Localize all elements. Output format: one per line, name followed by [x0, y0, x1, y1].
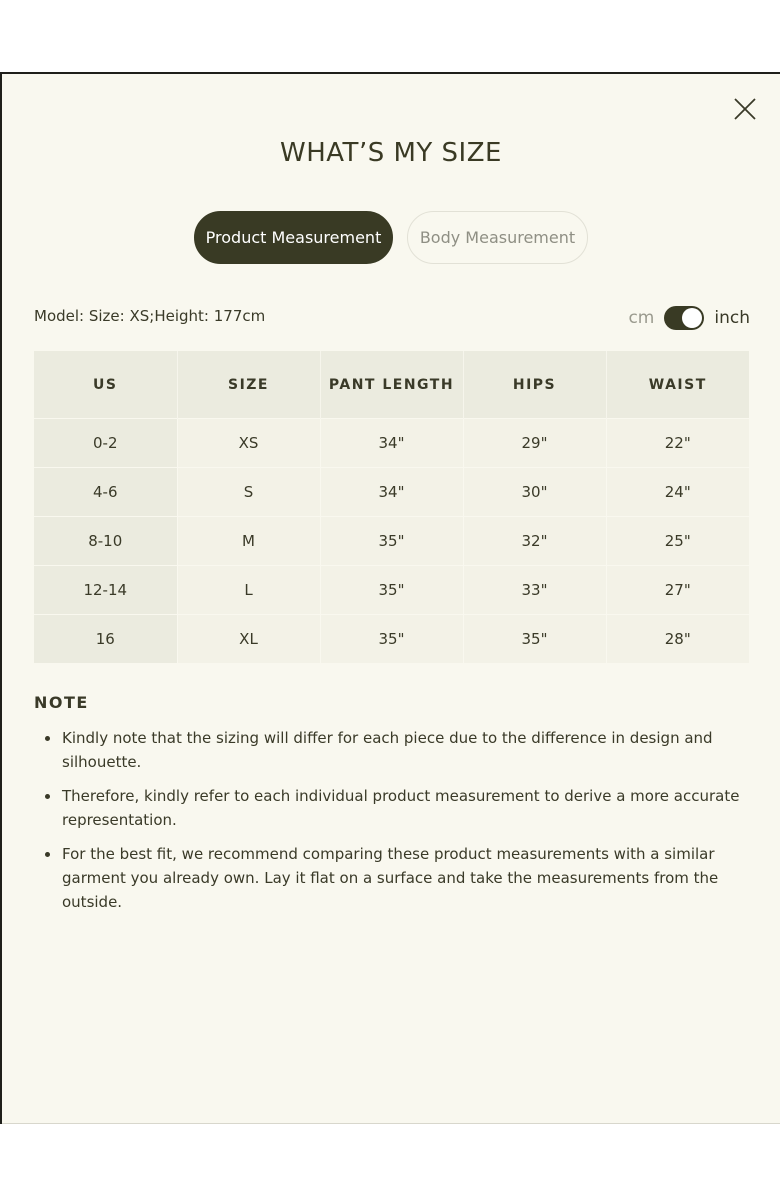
table-cell: 28" — [606, 615, 749, 664]
size-guide-modal — [2, 74, 780, 1124]
table-cell: 24" — [606, 468, 749, 517]
note-heading: NOTE — [34, 693, 89, 712]
size-chart-table — [34, 351, 749, 663]
table-row — [34, 566, 749, 615]
bullet — [45, 852, 50, 857]
note-text: For the best fit, we recommend comparing these product measurements with a similar garment you already own. Lay it flat on a surface and take the measurements from the outside. — [62, 845, 719, 911]
table-cell: 30" — [463, 468, 606, 517]
table-cell: 33" — [463, 566, 606, 615]
table-cell: 34" — [320, 419, 463, 468]
table-cell: 8-10 — [34, 517, 177, 566]
unit-switch[interactable] — [664, 306, 704, 330]
column-header-size: SIZE — [177, 351, 320, 419]
note-list — [34, 726, 749, 924]
list-item — [34, 842, 749, 914]
table-cell: 34" — [320, 468, 463, 517]
table-cell: 35" — [320, 615, 463, 664]
bullet — [45, 736, 50, 741]
table-cell: 0-2 — [34, 419, 177, 468]
table-row — [34, 468, 749, 517]
table-cell: 22" — [606, 419, 749, 468]
table-cell: S — [177, 468, 320, 517]
table-cell: 16 — [34, 615, 177, 664]
column-header-hips: HIPS — [463, 351, 606, 419]
table-cell: 35" — [463, 615, 606, 664]
close-icon — [732, 96, 758, 122]
table-cell: 35" — [320, 566, 463, 615]
bullet — [45, 794, 50, 799]
table-cell: 25" — [606, 517, 749, 566]
tab-body-measurement[interactable]: Body Measurement — [407, 211, 588, 264]
unit-inch-label[interactable]: inch — [714, 308, 750, 328]
table-cell: 29" — [463, 419, 606, 468]
table-row — [34, 517, 749, 566]
table-cell: XS — [177, 419, 320, 468]
table-row — [34, 615, 749, 664]
modal-title: WHAT’S MY SIZE — [280, 138, 502, 168]
table-cell: 27" — [606, 566, 749, 615]
note-text: Therefore, kindly refer to each individual product measurement to derive a more accurate representation. — [62, 787, 740, 829]
unit-cm-label[interactable]: cm — [628, 308, 655, 328]
column-header-us: US — [34, 351, 177, 419]
table-row — [34, 419, 749, 468]
table-cell: L — [177, 566, 320, 615]
table-header-row — [34, 351, 749, 419]
table-cell: M — [177, 517, 320, 566]
tab-product-measurement[interactable]: Product Measurement — [194, 211, 393, 264]
table-cell: 35" — [320, 517, 463, 566]
model-info: Model: Size: XS;Height: 177cm — [34, 307, 266, 325]
table-cell: 4-6 — [34, 468, 177, 517]
measurement-tabs — [2, 211, 780, 264]
list-item — [34, 784, 749, 832]
switch-knob — [682, 308, 702, 328]
column-header-pant-length: PANT LENGTH — [320, 351, 463, 419]
column-header-waist: WAIST — [606, 351, 749, 419]
note-text: Kindly note that the sizing will differ for each piece due to the difference in design and silhouette. — [62, 729, 713, 771]
close-button[interactable] — [732, 96, 758, 122]
table-cell: 32" — [463, 517, 606, 566]
table-cell: 12-14 — [34, 566, 177, 615]
list-item — [34, 726, 749, 774]
table-cell: XL — [177, 615, 320, 664]
unit-toggle — [628, 306, 750, 330]
